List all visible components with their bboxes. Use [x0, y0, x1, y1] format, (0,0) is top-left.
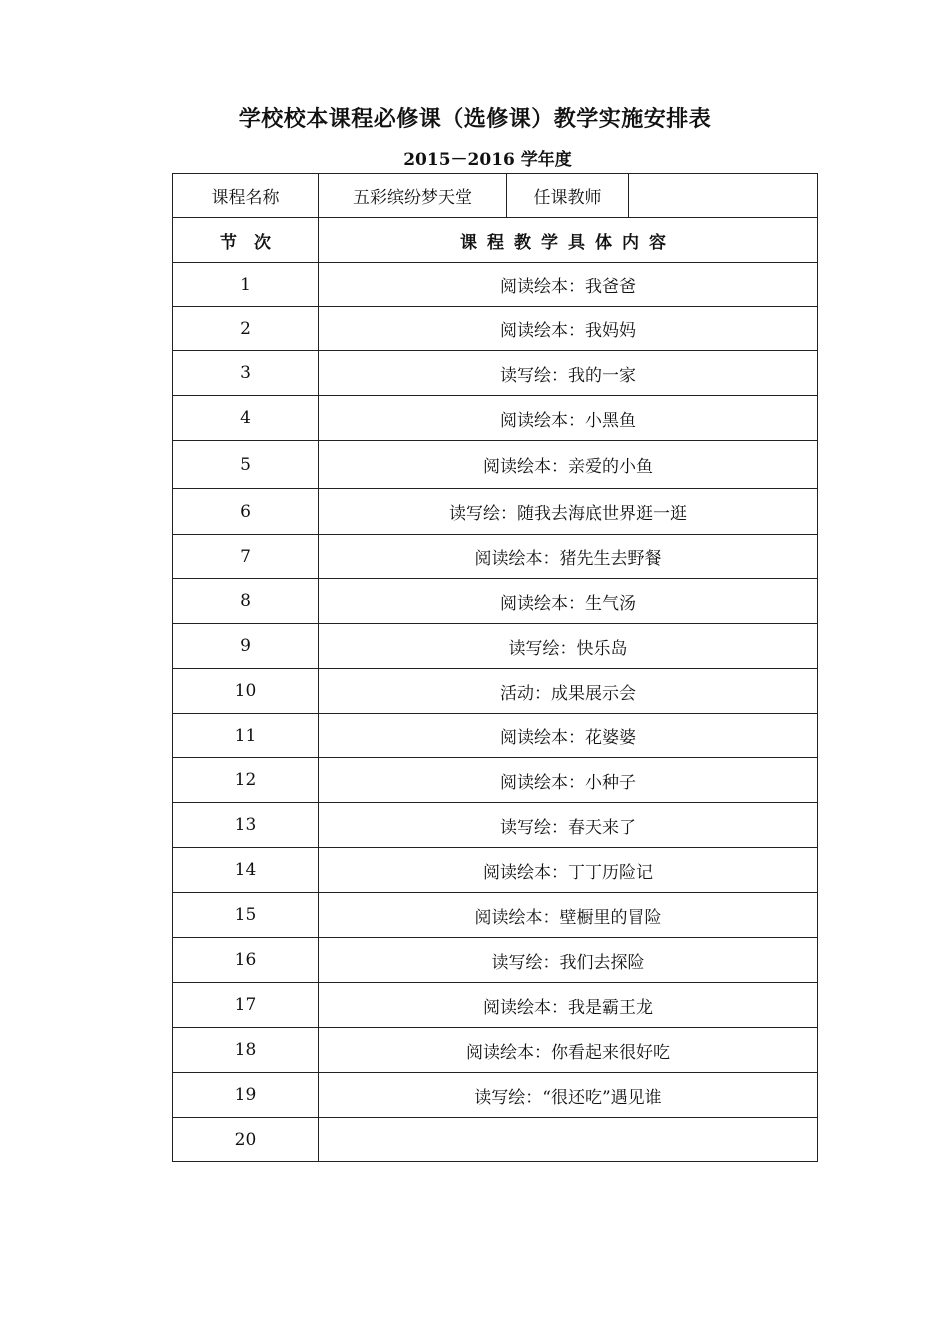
session-number: 5: [173, 441, 319, 489]
session-content: 阅读绘本：小黑鱼: [319, 396, 818, 441]
session-number: 14: [173, 848, 319, 893]
session-content: 读写绘：我的一家: [319, 351, 818, 396]
session-number: 13: [173, 803, 319, 848]
session-number: 18: [173, 1028, 319, 1073]
table-row: [173, 893, 818, 938]
session-number: 4: [173, 396, 319, 441]
table-row: [173, 669, 818, 714]
table-row: [173, 489, 818, 535]
course-name-value: 五彩缤纷梦天堂: [319, 174, 507, 218]
session-content: 活动：成果展示会: [319, 669, 818, 714]
table-row: [173, 1073, 818, 1118]
session-number: 1: [173, 263, 319, 307]
session-content: 读写绘：我们去探险: [319, 938, 818, 983]
table-row: [173, 714, 818, 758]
table-row: [173, 983, 818, 1028]
session-number: 12: [173, 758, 319, 803]
session-number: 9: [173, 624, 319, 669]
session-number: 15: [173, 893, 319, 938]
table-row: [173, 535, 818, 579]
course-info-row: [173, 174, 818, 218]
session-number: 17: [173, 983, 319, 1028]
session-number: 7: [173, 535, 319, 579]
document-title: 学校校本课程必修课（选修课）教学实施安排表: [238, 106, 712, 132]
session-content: 读写绘：春天来了: [319, 803, 818, 848]
session-number: 3: [173, 351, 319, 396]
session-number: 2: [173, 307, 319, 351]
table-row: [173, 396, 818, 441]
session-content: 阅读绘本：丁丁历险记: [319, 848, 818, 893]
session-content: [319, 1118, 818, 1162]
session-content: 阅读绘本：生气汤: [319, 579, 818, 624]
table-row: [173, 579, 818, 624]
session-number: 10: [173, 669, 319, 714]
table-row: [173, 624, 818, 669]
session-content: 读写绘：快乐岛: [319, 624, 818, 669]
table-row: [173, 1028, 818, 1073]
table-row: [173, 263, 818, 307]
session-content: 阅读绘本：亲爱的小鱼: [319, 441, 818, 489]
session-content: 读写绘：随我去海底世界逛一逛: [319, 489, 818, 535]
table-row: [173, 307, 818, 351]
table-row: [173, 758, 818, 803]
session-number: 16: [173, 938, 319, 983]
column-header-row: [173, 218, 818, 263]
table-row: [173, 848, 818, 893]
course-name-label: 课程名称: [173, 174, 319, 218]
session-number: 11: [173, 714, 319, 758]
session-number: 19: [173, 1073, 319, 1118]
academic-year: 2015－2016 学年度: [403, 150, 572, 170]
session-content: 阅读绘本：我妈妈: [319, 307, 818, 351]
teacher-label: 任课教师: [507, 174, 629, 218]
table-row: [173, 351, 818, 396]
table-row: [173, 441, 818, 489]
table-row: [173, 1118, 818, 1162]
teacher-value: [629, 174, 818, 218]
session-content: 阅读绘本：我爸爸: [319, 263, 818, 307]
session-number: 8: [173, 579, 319, 624]
session-number: 20: [173, 1118, 319, 1162]
session-number: 6: [173, 489, 319, 535]
session-content: 读写绘：“很还吃”遇见谁: [319, 1073, 818, 1118]
table-row: [173, 803, 818, 848]
table-row: [173, 938, 818, 983]
content-header: 课程教学具体内容: [319, 218, 818, 263]
schedule-table: [172, 173, 818, 1162]
session-content: 阅读绘本：壁橱里的冒险: [319, 893, 818, 938]
session-content: 阅读绘本：猪先生去野餐: [319, 535, 818, 579]
session-header: 节 次: [173, 218, 319, 263]
session-content: 阅读绘本：花婆婆: [319, 714, 818, 758]
session-content: 阅读绘本：我是霸王龙: [319, 983, 818, 1028]
session-content: 阅读绘本：你看起来很好吃: [319, 1028, 818, 1073]
session-content: 阅读绘本：小种子: [319, 758, 818, 803]
